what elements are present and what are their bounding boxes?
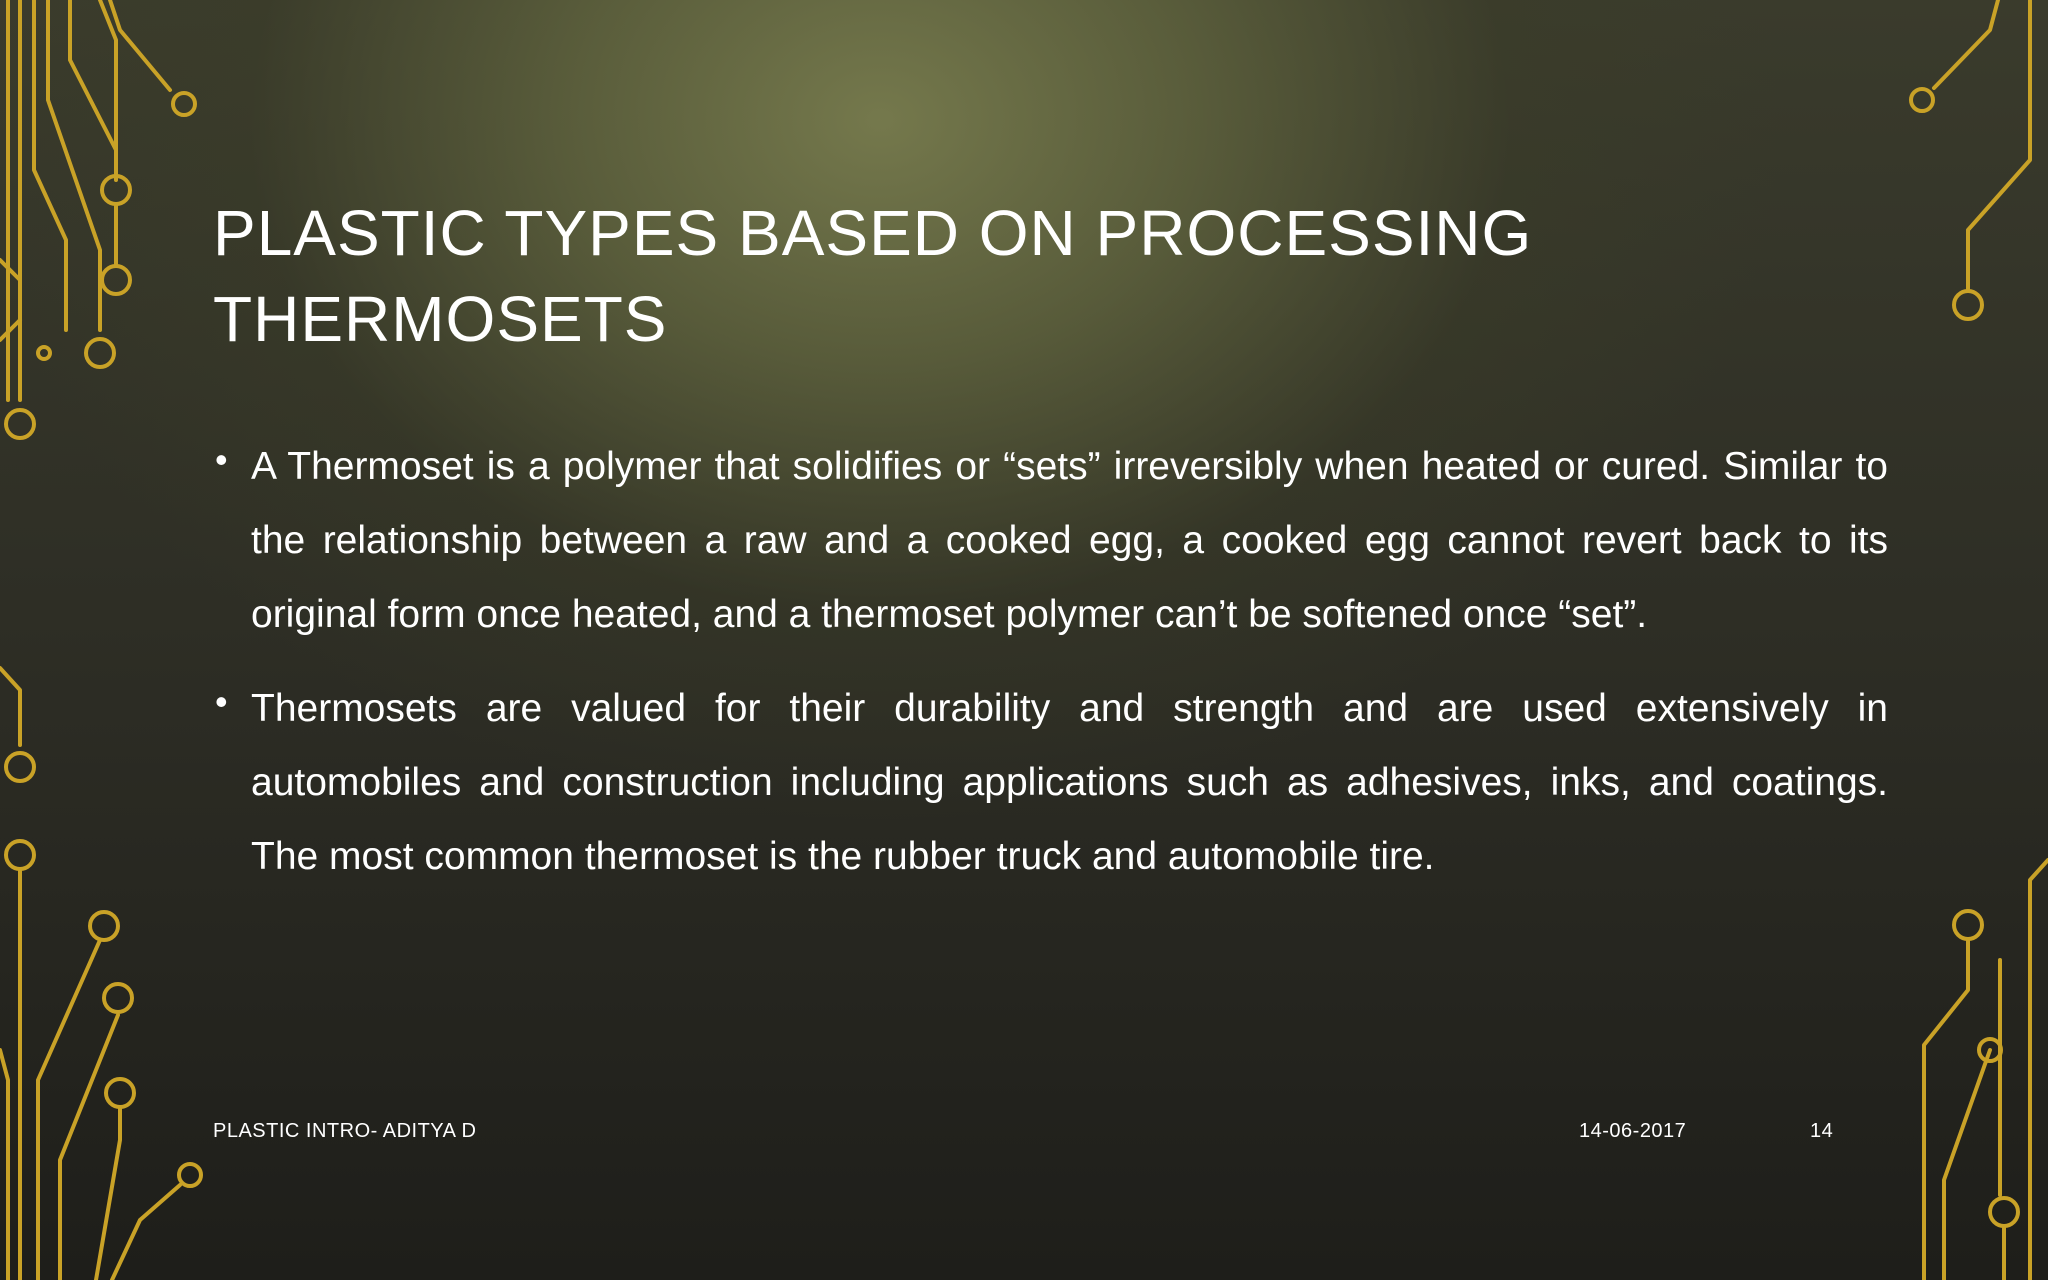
bullet-text-1: A Thermoset is a polymer that solidifies or “sets” irreversibly when heated or cured. Similar to the relationship between a raw and a cooked egg, a cooked egg cannot revert back to its original form once heated, and a thermoset polymer can’t be softened once “set”. <box>251 445 1888 636</box>
slide-title <box>213 190 1913 362</box>
bullet-dot-icon: • <box>215 681 228 722</box>
footer-presentation-label: PLASTIC INTRO- ADITYA D <box>213 1120 477 1142</box>
bullet-item-2 <box>213 672 1888 894</box>
slide-content <box>213 430 1888 914</box>
footer-page-number: 14 <box>1810 1120 1834 1142</box>
bullet-item-1 <box>213 430 1888 652</box>
slide-title-line-1: PLASTIC TYPES BASED ON PROCESSING <box>213 197 1533 269</box>
slide-title-line-2: THERMOSETS <box>213 283 668 355</box>
bullet-text-2: Thermosets are valued for their durability and strength and are used extensively in automobiles and construction including applications such as adhesives, inks, and coatings. The most common thermoset is the rubber truck and automobile tire. <box>251 687 1888 878</box>
footer-date: 14-06-2017 <box>1579 1120 1687 1142</box>
bullet-dot-icon: • <box>215 439 228 480</box>
